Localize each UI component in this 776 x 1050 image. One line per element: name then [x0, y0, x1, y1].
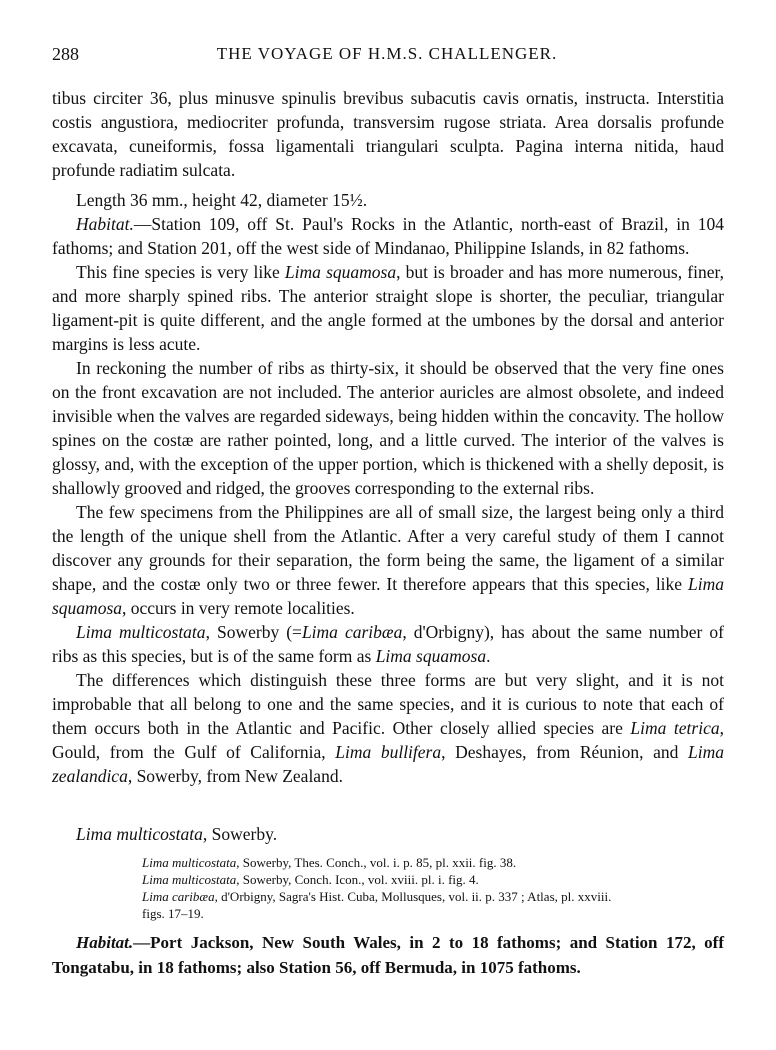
text-span: , occurs in very remote localities.	[122, 598, 355, 618]
species-name: Lima squamosa	[284, 262, 397, 282]
synonym-name: Lima multicostata	[142, 855, 237, 870]
species-name: Lima tetrica	[630, 718, 720, 738]
body-text	[52, 86, 724, 980]
text-span: .	[486, 646, 491, 666]
running-title: THE VOYAGE OF H.M.S. CHALLENGER.	[216, 44, 558, 63]
species-name: Lima squamosa	[375, 646, 487, 666]
synonymy-entry	[142, 888, 724, 905]
synonym-name: Lima multicostata	[142, 872, 237, 887]
habitat-label: Habitat.	[76, 214, 134, 234]
synonymy-continuation: figs. 17–19.	[142, 906, 204, 921]
synonym-name: Lima caribæa	[142, 889, 215, 904]
text-span: , d'Orbigny), has about the same number of ribs as this species, but is of the same form as	[52, 622, 724, 666]
text-span: The few specimens from the Philippines are all of small size, the largest being only a third the length of the unique shell from the Atlantic. After a very careful study of them I cannot discover any grounds for their separation, the form being the same, the ligament of a similar shape, and the costæ only two or three fewer. It therefore appears that this species, like	[52, 502, 724, 594]
text-span: , Sowerby (=	[205, 622, 302, 642]
species-name: Lima zealandica	[52, 742, 724, 786]
latin-description-end: tibus circiter 36, plus minusve spinulis brevibus subacutis cavis ornatis, instructa. Interstitia costis angustiora, mediocriter profunda, transversim rugose striata. Area dorsalis profunde excavata, cuneiformis, fossa ligamentali triangulari sculpta. Pagina interna nitida, haud profunde radiatim sulcata.	[52, 88, 724, 180]
synonymy-entry	[142, 871, 724, 888]
measurements: Length 36 mm., height 42, diameter 15½.	[76, 190, 368, 210]
differences-paragraph	[52, 668, 724, 788]
text-span: , Sowerby, from New Zealand.	[127, 766, 343, 786]
multicostata-paragraph	[52, 620, 724, 668]
habitat-label: Habitat.	[76, 933, 134, 952]
ribs-paragraph: In reckoning the number of ribs as thirty-six, it should be observed that the very fine ones on the front excavation are not included. The anterior auricles are almost obsolete, and indeed invisible when the valves are regarded sideways, being hidden within the concavity. The hollow spines on the costæ are rather pointed, long, and a little curved. The interior of the valves is glossy, and, with the exception of the upper portion, which is thickened with a shelly deposit, is shallowly grooved and ridged, the grooves corresponding to the external ribs.	[52, 358, 724, 498]
species-heading-author: , Sowerby.	[202, 824, 278, 844]
habitat-paragraph-2	[52, 930, 724, 980]
species-name: Lima bullifera	[335, 742, 442, 762]
species-name: Lima multicostata	[76, 622, 206, 642]
page-header	[52, 44, 722, 68]
species-heading	[52, 822, 724, 846]
synonym-reference: , d'Orbigny, Sagra's Hist. Cuba, Mollusques, vol. ii. p. 337 ; Atlas, pl. xxviii.	[214, 889, 612, 904]
synonymy-list	[142, 854, 724, 922]
philippines-paragraph	[52, 500, 724, 620]
habitat-paragraph	[52, 212, 724, 260]
habitat-text: —Station 109, off St. Paul's Rocks in the Atlantic, north-east of Brazil, in 104 fathoms; and Station 201, off the west side of Mindanao, Philippine Islands, in 82 fathoms.	[52, 214, 724, 258]
text-span: , Deshayes, from Réunion, and	[441, 742, 689, 762]
text-span: The differences which distinguish these three forms are but very slight, and it is not improbable that all belong to one and the same species, and it is curious to note that each of them occurs both in the Atlantic and Pacific. Other closely allied species are	[52, 670, 724, 738]
synonym-reference: , Sowerby, Conch. Icon., vol. xviii. pl. i. fig. 4.	[236, 872, 479, 887]
text-span: , but is broader and has more numerous, finer, and more sharply spined ribs. The anterior straight slope is shorter, the peculiar, triangular ligament-pit is quite different, and the angle formed at the umbones by the dorsal and anterior margins is less acute.	[52, 262, 724, 354]
comparison-paragraph	[52, 260, 724, 356]
page-number: 288	[52, 44, 79, 64]
species-name: Lima squamosa	[52, 574, 724, 618]
text-span: , Gould, from the Gulf of California,	[52, 718, 724, 762]
text-span: This fine species is very like	[76, 262, 285, 282]
species-heading-name: Lima multicostata	[76, 824, 203, 844]
habitat-text: —Port Jackson, New South Wales, in 2 to 18 fathoms; and Station 172, off Tongatabu, in 18 fathoms; also Station 56, off Bermuda, in 1075 fathoms.	[52, 933, 724, 977]
synonym-reference: , Sowerby, Thes. Conch., vol. i. p. 85, pl. xxii. fig. 38.	[236, 855, 517, 870]
species-name: Lima caribæa	[301, 622, 403, 642]
synonymy-entry	[142, 854, 724, 871]
